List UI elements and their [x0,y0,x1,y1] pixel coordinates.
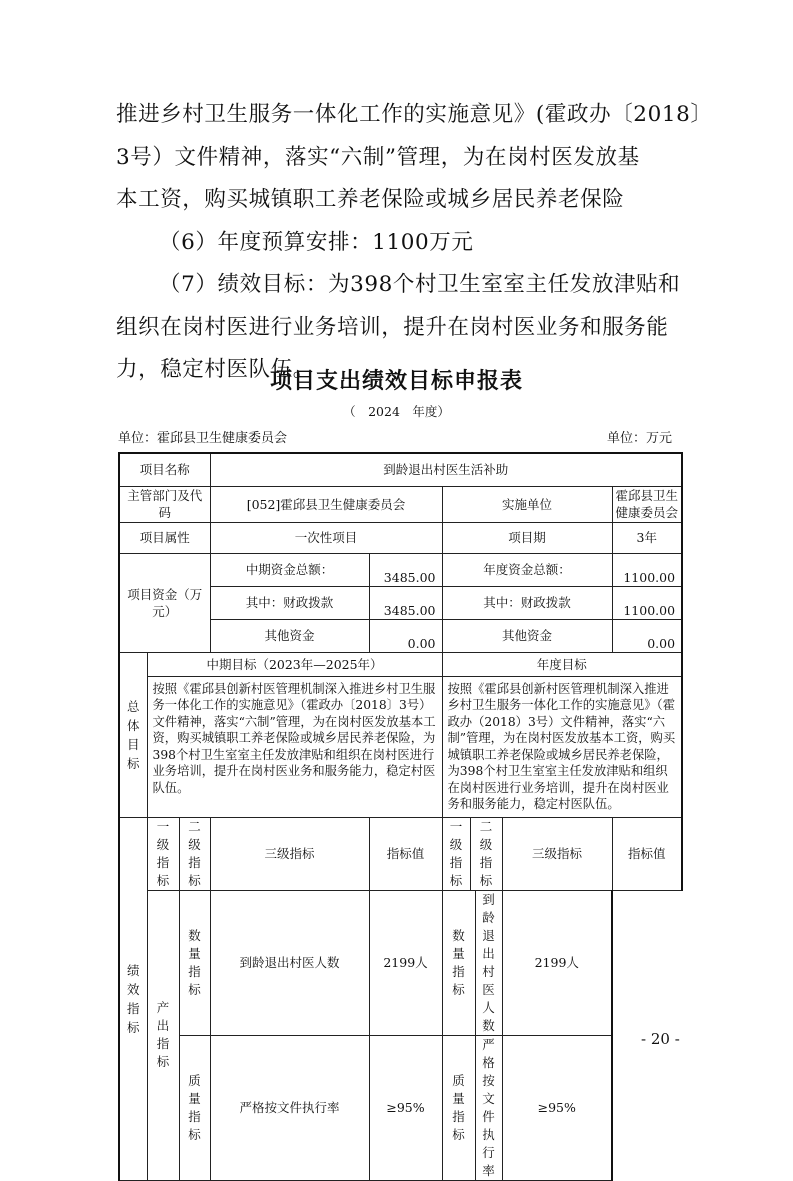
attr-value: 一次性项目 [210,522,442,553]
perf-indicator-label: 绩 效 指 标 [119,817,147,1180]
output-indicator-label: 产 出 指 标 [147,890,179,1180]
project-name: 到龄退出村医生活补助 [210,453,682,486]
mid-total-value: 3485.00 [369,553,442,586]
value-header: 指标值 [369,817,442,890]
annual-quantity-indicator-label: 数 量 指 标 [443,891,476,1035]
annual-quality-value: ≥95% [502,1035,612,1180]
quantity-indicator-label: 数 量 指 标 [179,890,210,1035]
mid-goal-text: 按照《霍邱县创新村医管理机制深入推进乡村卫生服务一体化工作的实施意见》（霍政办〔2018〕3号）文件精神，落实“六制”管理，为在岗村医发放基本工资，购买城镇职工养老保险或城乡居民养老保险，为398个村卫生室室主任发放津贴和组织在岗村医进行业务培训，提升在岗村医业务和服务能力，稳定村医队伍。 [147,676,442,817]
level1-header-annual: 一 级 指 标 [442,817,470,890]
table-row [443,891,502,1035]
performance-form-table [118,452,683,1181]
level3-header-annual: 三级指标 [502,817,612,890]
dept-label: 主管部门及代码 [119,486,210,522]
annual-quantity-item: 到龄退出村医人数 [482,891,495,1033]
level1-header: 一 级 指 标 [147,817,179,890]
table-row [119,817,682,890]
annual-goal-text: 按照《霍邱县创新村医管理机制深入推进乡村卫生服务一体化工作的实施意见》（霍政办（2018）3号）文件精神，落实“六制”管理，为在岗村医发放基本工资，购买城镇职工养老保险或城乡居民养老保险，为398个村卫生室室主任发放津贴和组织在岗村医进行业务培训，提升在岗村医业务和服务能力，稳定村医队伍。 [442,676,682,817]
annual-quantity-value: 2199人 [502,890,612,1035]
table-row [119,522,682,553]
annual-fiscal-value: 1100.00 [612,586,682,619]
table-row [119,486,682,522]
table-row [119,652,682,676]
budget-line: （6）年度预算安排：1100万元 [159,229,474,255]
mid-goal-header: 中期目标（2023年—2025年） [147,652,442,676]
annual-quality-subtable [443,1036,502,1180]
quality-value: ≥95% [369,1035,442,1180]
body-paragraphs [116,94,713,392]
period-value: 3年 [612,522,682,553]
annual-quantity-subtable [443,891,502,1035]
annual-total-value: 1100.00 [612,553,682,586]
impl-label: 实施单位 [442,486,612,522]
level3-header: 三级指标 [210,817,369,890]
dept-value: [052]霍邱县卫生健康委员会 [210,486,442,522]
mid-total-label: 中期资金总额： [210,553,369,586]
page-number: - 20 - [641,1030,680,1048]
annual-quantity-group [442,890,502,1035]
project-name-label: 项目名称 [119,453,210,486]
overall-goal-label: 总 体 目 标 [119,652,147,817]
table-row [119,553,682,586]
annual-goal-header: 年度目标 [442,652,682,676]
table-row [119,1035,682,1180]
quantity-item: 到龄退出村医人数 [210,890,369,1035]
value-header-annual: 指标值 [612,817,682,890]
level2-header: 二 级 指 标 [179,817,210,890]
reporting-unit: 单位：霍邱县卫生健康委员会 [118,431,288,446]
funds-label: 项目资金（万元） [119,553,210,652]
mid-fiscal-label: 其中：财政拨款 [210,586,369,619]
body-line: 3号）文件精神，落实“六制”管理，为在岗村医发放基 [116,144,640,170]
annual-other-label: 其他资金 [442,619,612,652]
body-line: 力，稳定村医队伍。 [116,357,315,382]
mid-other-value: 0.00 [369,619,442,652]
annual-fiscal-label: 其中：财政拨款 [442,586,612,619]
quantity-value: 2199人 [369,890,442,1035]
annual-other-value: 0.00 [612,619,682,652]
quality-item: 严格按文件执行率 [210,1035,369,1180]
goal-line: （7）绩效目标：为398个村卫生室室主任发放津贴和 [159,272,681,297]
body-line: 推进乡村卫生服务一体化工作的实施意见》(霍政办〔2018〕 [116,102,713,127]
body-line: 组织在岗村医进行业务培训，提升在岗村医业务和服务能 [116,314,669,340]
attr-label: 项目属性 [119,522,210,553]
annual-quality-item: 严格按文件执行率 [482,1036,495,1178]
level2-header-annual: 二 级 指 标 [470,817,502,890]
table-row [119,676,682,817]
impl-value: 霍邱县卫生健康委员会 [612,486,682,522]
mid-other-label: 其他资金 [210,619,369,652]
form-year: （ 2024 年度） [343,404,450,419]
table-row [443,1036,502,1180]
period-label: 项目期 [442,522,612,553]
annual-total-label: 年度资金总额： [442,553,612,586]
form-title: 项目支出绩效目标申报表 [269,369,523,394]
body-line: 本工资，购买城镇职工养老保险或城乡居民养老保险 [116,187,625,212]
annual-quality-indicator-label: 质 量 指 标 [443,1036,476,1180]
table-row [119,890,682,1035]
annual-quality-group [442,1035,502,1180]
quality-indicator-label: 质 量 指 标 [179,1035,210,1180]
mid-fiscal-value: 3485.00 [369,586,442,619]
currency-unit: 单位：万元 [607,431,673,446]
table-row [119,453,682,486]
